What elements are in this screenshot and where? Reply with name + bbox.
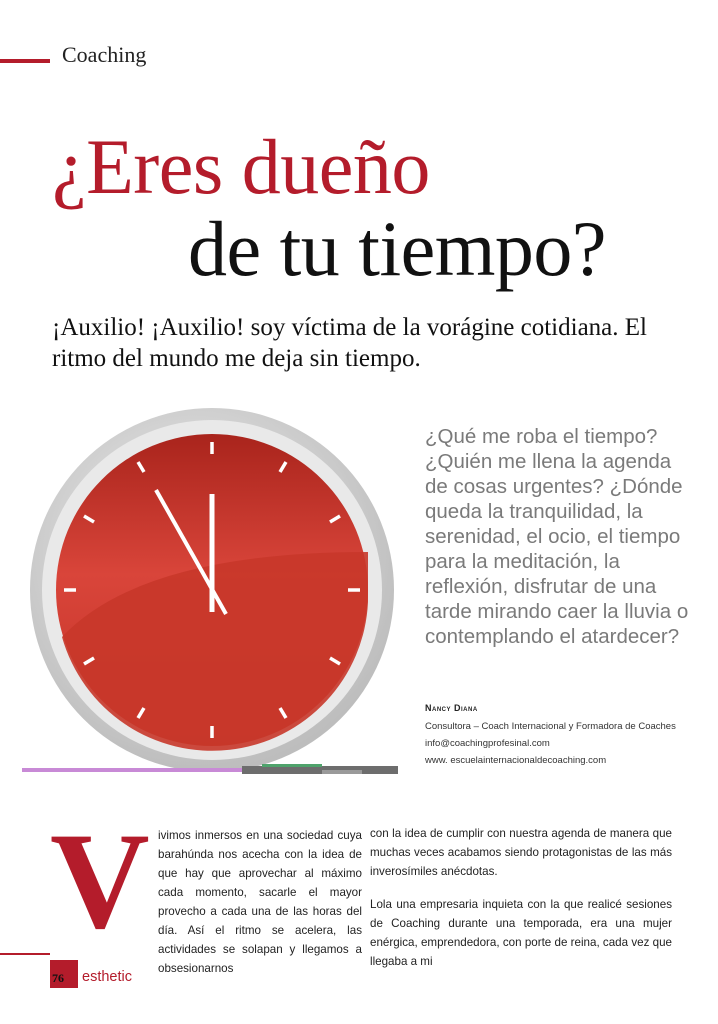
wall-clock-icon [22,402,398,778]
drop-cap: V [50,804,150,957]
clock-illustration [22,402,398,778]
paragraph: ivimos inmersos en una sociedad cuya barahúnda nos acecha con la idea de que hay que aprovechar al máximo cada momento, sacarle el mayor provecho a cada una de las horas del día. Así el ritmo se acelera, las actividades se solapan y llegamos a obsesionarnos [158,829,362,975]
magazine-name: esthetic [82,969,132,985]
article-subtitle: ¡Auxilio! ¡Auxilio! soy víctima de la vorágine cotidiana. El ritmo del mundo me deja sin tiempo. [52,314,647,372]
section-label: Coaching [62,42,147,67]
article-column-2 [370,824,672,985]
paragraph: Lola una empresaria inquieta con la que realicé sesiones de Coaching durante una temporada, era una mujer enérgica, emprendedora, con porte de reina, cada vez que llegaba a mi [370,898,672,968]
article-title-line1: ¿Eres dueño [52,123,430,210]
image-artifact-bar [22,764,398,776]
footer-rule [0,953,50,955]
article-title-line2: de tu tiempo? [188,205,607,292]
author-name: Nancy Diana [425,703,478,713]
author-role: Consultora – Coach Internacional y Formadora de Coaches [425,721,676,732]
article-column-1 [158,826,362,978]
section-rule [0,59,50,63]
paragraph: con la idea de cumplir con nuestra agenda de manera que muchas veces acabamos siendo protagonistas de las más inverosímiles anécdotas. [370,827,672,878]
page-number: 76 [52,971,64,985]
author-email[interactable]: info@coachingprofesinal.com [425,738,550,749]
author-website[interactable]: www. escuelainternacionaldecoaching.com [425,755,607,766]
pull-quote: ¿Qué me roba el tiempo? ¿Quién me llena la agenda de cosas urgentes? ¿Dónde queda la tranquilidad, la serenidad, el ocio, el tiempo para la meditación, la reflexión, disfrutar de una tarde mirando caer la lluvia o contemplando el atardecer? [425,425,689,648]
